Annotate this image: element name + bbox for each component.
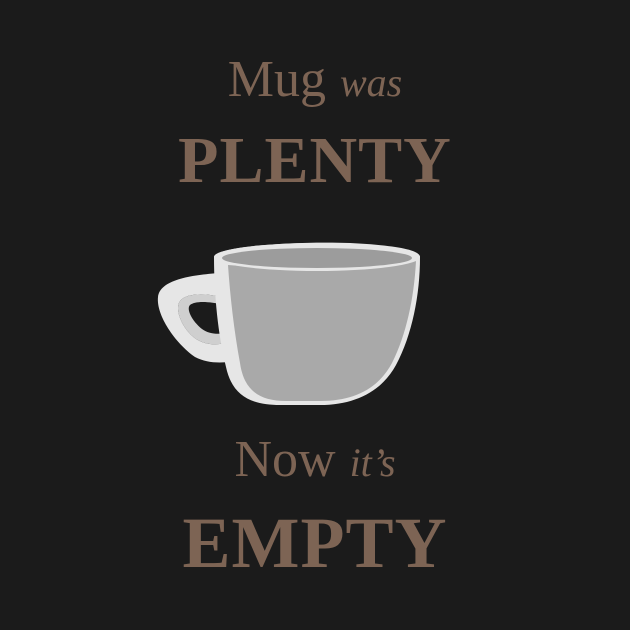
- slogan-word-its: it’s: [349, 440, 396, 485]
- mug-inside: [222, 248, 412, 268]
- empty-mug-icon: [150, 235, 430, 415]
- slogan-word-plenty: PLENTY: [178, 124, 452, 197]
- slogan-word-was: was: [340, 60, 403, 105]
- mug-body: [228, 261, 416, 401]
- slogan-word-empty: EMPTY: [182, 503, 448, 583]
- slogan-word-mug: Mug: [227, 51, 326, 108]
- slogan-line-3: [0, 430, 630, 493]
- slogan-word-now: Now: [234, 431, 336, 488]
- slogan-line-1: [0, 50, 630, 113]
